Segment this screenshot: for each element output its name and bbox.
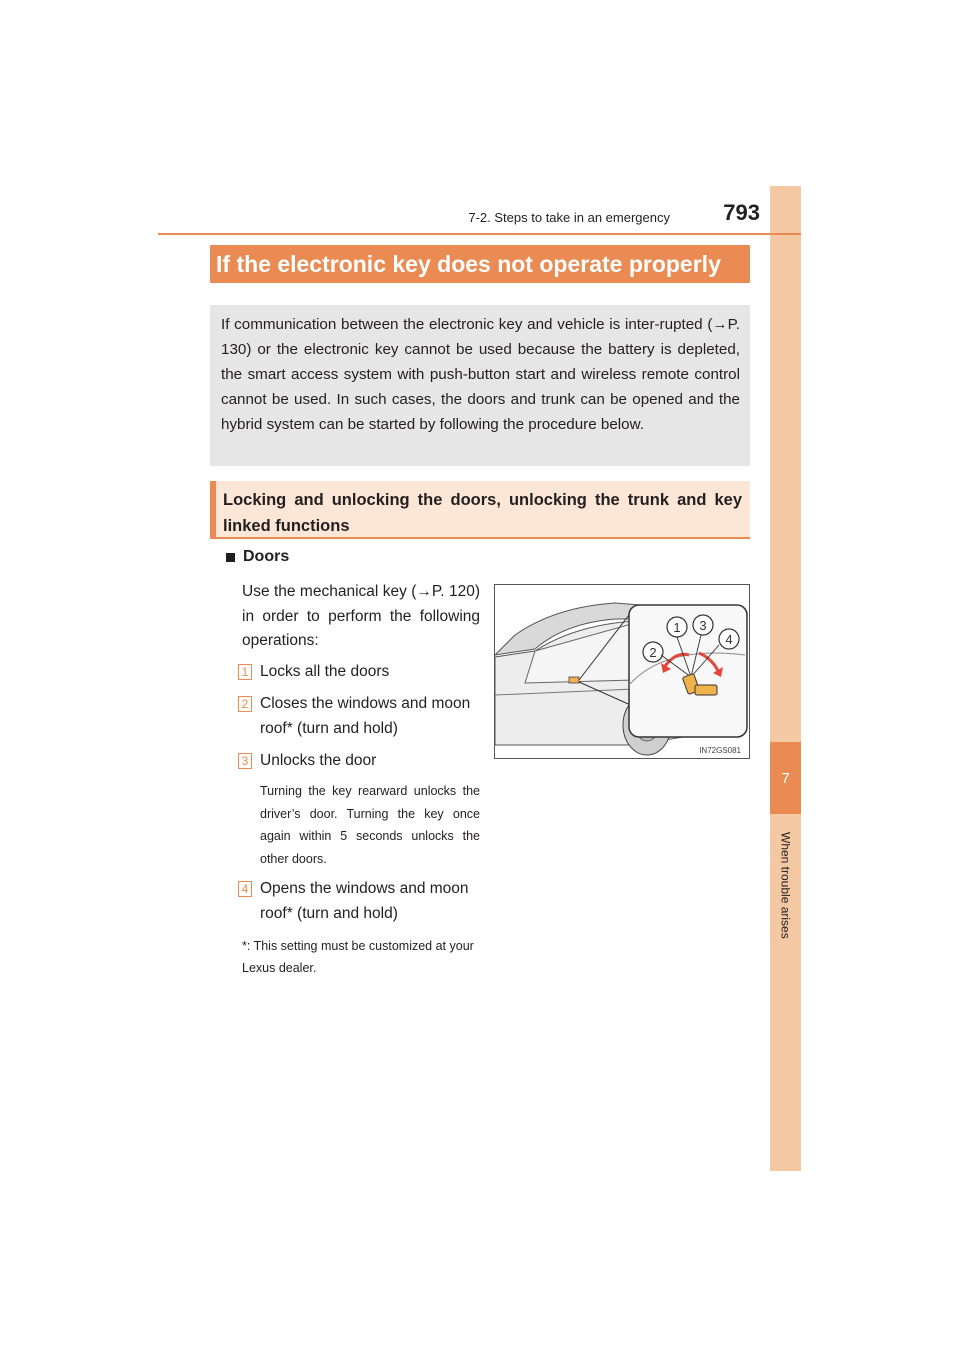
header-section: 7-2. Steps to take in an emergency bbox=[468, 210, 670, 225]
step-badge-2: 2 bbox=[238, 696, 252, 712]
page-title: If the electronic key does not operate properly bbox=[210, 245, 750, 283]
key-operation-figure bbox=[494, 584, 750, 759]
subsection-heading: Locking and unlocking the doors, unlocking the trunk and key linked functions bbox=[210, 481, 750, 539]
step-text-2: Closes the windows and moon roof* (turn and hold) bbox=[260, 695, 471, 737]
chapter-title: When trouble arises bbox=[778, 832, 793, 939]
car-door-illustration bbox=[495, 585, 749, 758]
side-tab bbox=[770, 186, 801, 1171]
use-key-paragraph: Use the mechanical key (→P. 120) in order to perform the following operations: bbox=[242, 583, 480, 649]
step-badge-1: 1 bbox=[238, 664, 252, 680]
figure-code: IN72GS081 bbox=[699, 746, 741, 755]
callout-3: 3 bbox=[699, 618, 707, 633]
callout-4: 4 bbox=[725, 632, 733, 647]
footnote: *: This setting must be customized at your Lexus dealer. bbox=[242, 939, 474, 975]
header-rule bbox=[158, 233, 801, 235]
step-badge-4: 4 bbox=[238, 881, 252, 897]
callout-2: 2 bbox=[649, 645, 657, 660]
doors-heading bbox=[226, 548, 289, 566]
doors-heading-text: Doors bbox=[243, 548, 290, 565]
intro-paragraph: If communication between the electronic key and vehicle is inter-rupted (→P. 130) or the electronic key cannot be used because the battery is depleted, the smart access system with push-button start and wireless remote control cannot be used. In such cases, the doors and trunk can be opened and the hybrid system can be started by following the procedure below. bbox=[210, 305, 750, 466]
page-number: 793 bbox=[723, 200, 760, 225]
step-text-3: Unlocks the door bbox=[260, 752, 377, 769]
step-3-detail: Turning the key rearward unlocks the driver’s door. Turning the key once again within 5 seconds unlocks the other doors. bbox=[260, 784, 480, 866]
callout-1: 1 bbox=[673, 620, 681, 635]
step-text-4: Opens the windows and moon roof* (turn and hold) bbox=[260, 880, 469, 922]
step-badge-3: 3 bbox=[238, 753, 252, 769]
chapter-number: 7 bbox=[770, 742, 801, 814]
square-bullet-icon bbox=[226, 553, 235, 562]
step-text-1: Locks all the doors bbox=[260, 663, 390, 680]
